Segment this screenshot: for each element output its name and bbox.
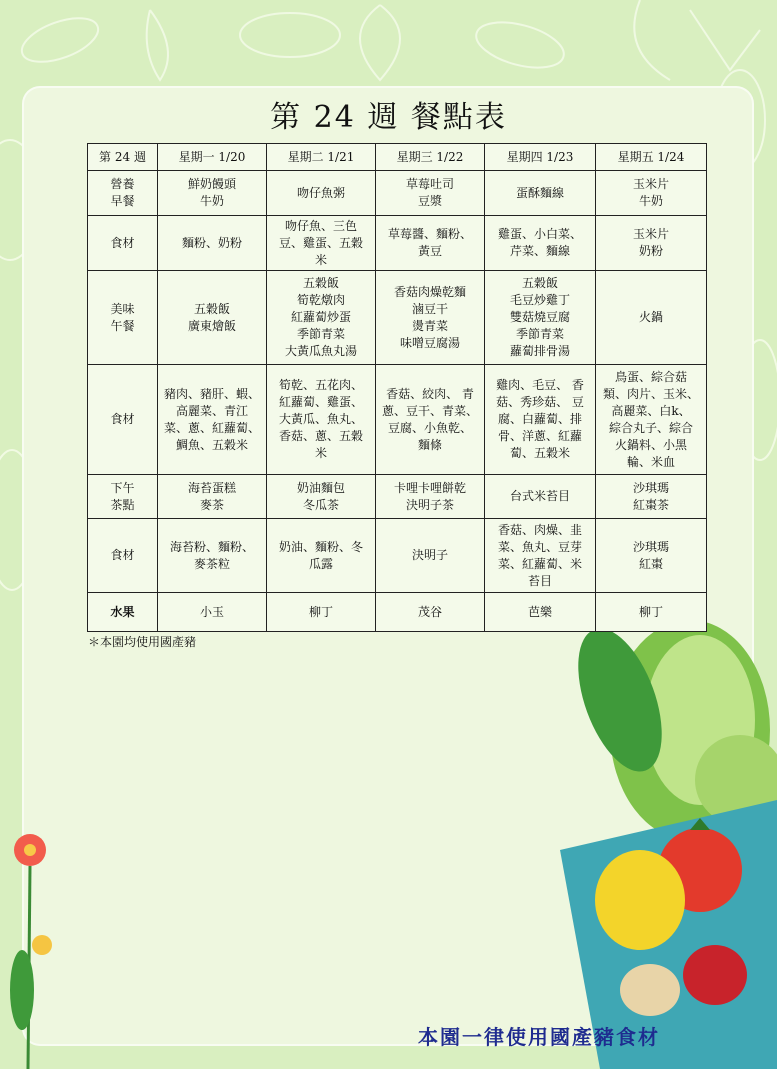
- row-label: 美味 午餐: [88, 271, 158, 365]
- table-cell: 玉米片 牛奶: [596, 171, 707, 216]
- table-cell: 雞肉、毛豆、 香 菇、秀珍菇、 豆 腐、白蘿蔔、排 骨、洋蔥、紅蘿 蔔、五穀米: [485, 365, 596, 475]
- table-cell: 茂谷: [376, 593, 485, 632]
- table-cell: 吻仔魚、三色 豆、雞蛋、五穀 米: [267, 216, 376, 271]
- table-cell: 柳丁: [596, 593, 707, 632]
- table-cell: 火鍋: [596, 271, 707, 365]
- weekly-menu-table: [87, 143, 707, 632]
- header-tuesday: 星期二 1/21: [267, 144, 376, 171]
- table-cell: 草莓醬、麵粉、 黃豆: [376, 216, 485, 271]
- row-label: 食材: [88, 216, 158, 271]
- table-cell: 鳥蛋、綜合菇 類、肉片、玉米、 高麗菜、白k、 綜合丸子、綜合 火鍋料、小黑 輪、米血: [596, 365, 707, 475]
- table-cell: 卡哩卡哩餅乾 決明子茶: [376, 475, 485, 519]
- table-row: [88, 519, 707, 593]
- table-cell: 鮮奶饅頭 牛奶: [158, 171, 267, 216]
- yellow-pepper-icon: [595, 850, 685, 950]
- table-cell: 台式米苔目: [485, 475, 596, 519]
- table-cell: 蛋酥麵線: [485, 171, 596, 216]
- table-cell: 奶油麵包 冬瓜茶: [267, 475, 376, 519]
- table-cell: 吻仔魚粥: [267, 171, 376, 216]
- onion-icon: [620, 964, 680, 1016]
- table-cell: 奶油、麵粉、冬 瓜露: [267, 519, 376, 593]
- table-row: [88, 475, 707, 519]
- table-cell: 豬肉、豬肝、蝦、 高麗菜、青江 菜、蔥、紅蘿蔔、 鯛魚、五穀米: [158, 365, 267, 475]
- row-label: 水果: [88, 593, 158, 632]
- table-cell: 柳丁: [267, 593, 376, 632]
- table-cell: 香菇、絞肉、 青 蔥、豆干、青菜、 豆腐、小魚乾、 麵條: [376, 365, 485, 475]
- table-cell: 五穀飯 筍乾燉肉 紅蘿蔔炒蛋 季節青菜 大黃瓜魚丸湯: [267, 271, 376, 365]
- table-cell: 玉米片 奶粉: [596, 216, 707, 271]
- table-cell: 五穀飯 毛豆炒雞丁 雙菇燒豆腐 季節青菜 蘿蔔排骨湯: [485, 271, 596, 365]
- row-label: 食材: [88, 365, 158, 475]
- header-monday: 星期一 1/20: [158, 144, 267, 171]
- page-title: 第 24 週 餐點表: [270, 100, 507, 135]
- table-cell: 海苔粉、麵粉、 麥茶粒: [158, 519, 267, 593]
- table-cell: 海苔蛋糕 麥茶: [158, 475, 267, 519]
- table-row: [88, 593, 707, 632]
- table-row: [88, 171, 707, 216]
- table-cell: 筍乾、五花肉、 紅蘿蔔、雞蛋、 大黃瓜、魚丸、 香菇、蔥、五穀 米: [267, 365, 376, 475]
- table-row: [88, 365, 707, 475]
- table-cell: 雞蛋、小白菜、 芹菜、麵線: [485, 216, 596, 271]
- header-wednesday: 星期三 1/22: [376, 144, 485, 171]
- header-week: 第 24 週: [88, 144, 158, 171]
- row-label: 下午 茶點: [88, 475, 158, 519]
- flower-icon: [10, 834, 52, 1069]
- red-pepper-icon: [683, 945, 747, 1005]
- header-thursday: 星期四 1/23: [485, 144, 596, 171]
- row-label: 食材: [88, 519, 158, 593]
- table-cell: 香菇肉燥乾麵 滷豆干 燙青菜 味噌豆腐湯: [376, 271, 485, 365]
- pork-origin-note: ＊本園均使用國產豬: [88, 635, 197, 649]
- table-header-row: [88, 144, 707, 171]
- footer-slogan: 本園一律使用國產豬食材: [418, 1025, 660, 1049]
- table-cell: 草莓吐司 豆漿: [376, 171, 485, 216]
- table-cell: 決明子: [376, 519, 485, 593]
- table-cell: 沙琪瑪 紅棗茶: [596, 475, 707, 519]
- table-cell: 香菇、肉燥、韭 菜、魚丸、豆芽 菜、紅蘿蔔、米 苔目: [485, 519, 596, 593]
- table-cell: 芭樂: [485, 593, 596, 632]
- table-cell: 小玉: [158, 593, 267, 632]
- table-cell: 沙琪瑪 紅棗: [596, 519, 707, 593]
- table-cell: 五穀飯 廣東燴飯: [158, 271, 267, 365]
- table-cell: 麵粉、奶粉: [158, 216, 267, 271]
- row-label: 營養 早餐: [88, 171, 158, 216]
- table-row: [88, 271, 707, 365]
- table-row: [88, 216, 707, 271]
- header-friday: 星期五 1/24: [596, 144, 707, 171]
